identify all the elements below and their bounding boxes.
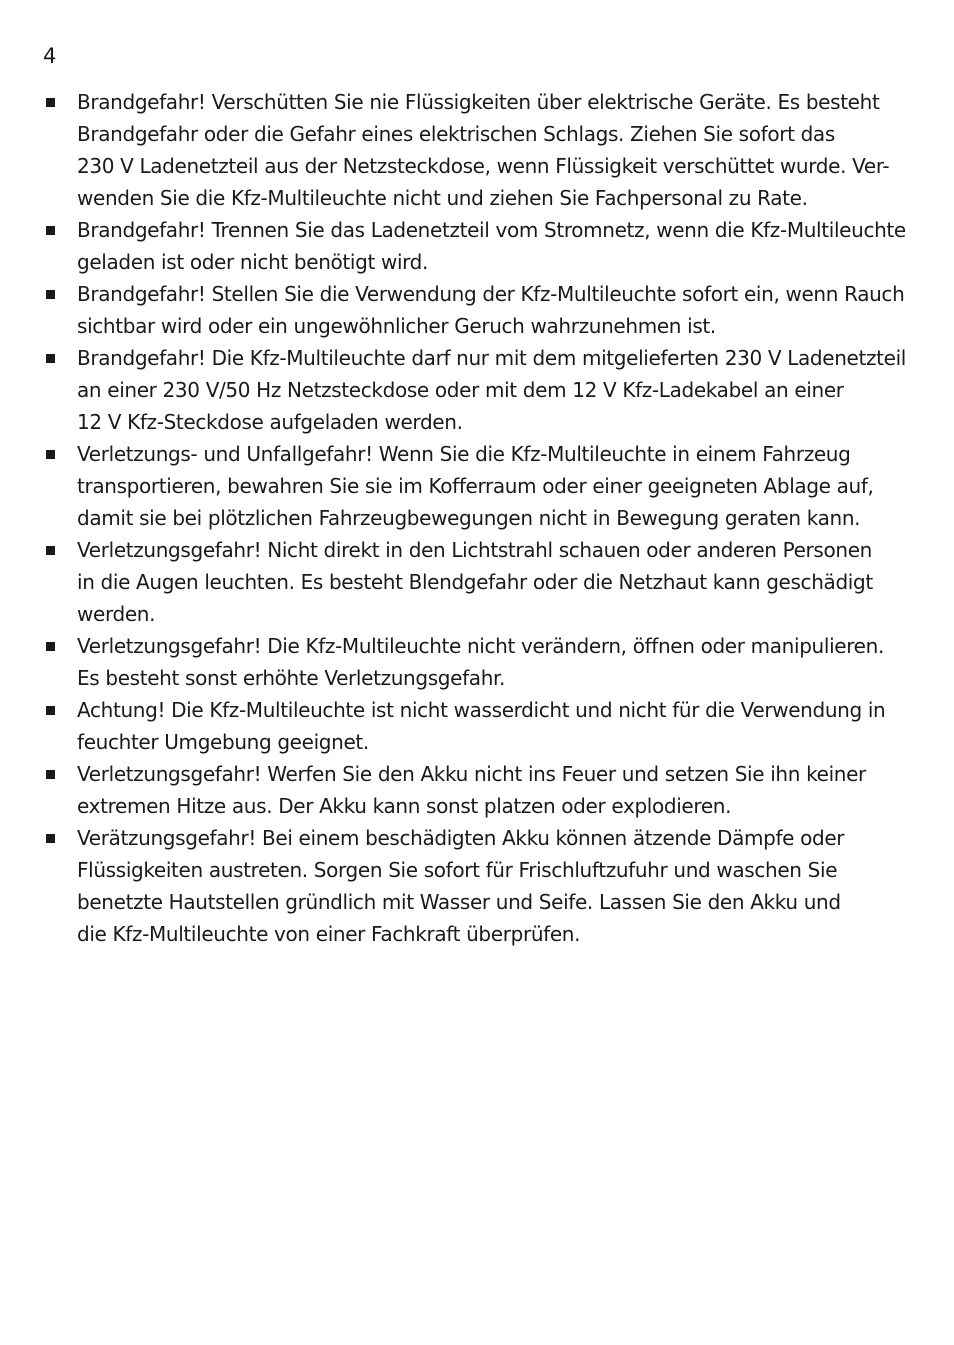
warning-item <box>46 438 916 534</box>
square-bullet-icon <box>46 642 55 651</box>
warning-item <box>46 630 916 694</box>
square-bullet-icon <box>46 546 55 555</box>
warning-text: Brandgefahr! Trennen Sie das Ladenetzteil vom Stromnetz, wenn die Kfz-Multileuchte geladen ist oder nicht benötigt wird. <box>77 218 906 274</box>
warning-item <box>46 86 916 214</box>
square-bullet-icon <box>46 226 55 235</box>
square-bullet-icon <box>46 290 55 299</box>
warning-item <box>46 342 916 438</box>
square-bullet-icon <box>46 98 55 107</box>
page-number: 4 <box>43 44 57 68</box>
square-bullet-icon <box>46 354 55 363</box>
warning-item <box>46 214 916 278</box>
warning-text: Verletzungsgefahr! Nicht direkt in den Lichtstrahl schauen oder anderen Personen in die Augen leuchten. Es besteht Blendgefahr oder die Netzhaut kann geschädigt werden. <box>77 538 873 626</box>
warning-text: Achtung! Die Kfz-Multileuchte ist nicht wasserdicht und nicht für die Verwendung in feuchter Umgebung geeignet. <box>77 698 886 754</box>
warning-text: Brandgefahr! Stellen Sie die Verwendung der Kfz-Multileuchte sofort ein, wenn Rauch sichtbar wird oder ein ungewöhnlicher Geruch wahrzunehmen ist. <box>77 282 905 338</box>
warning-text: Verätzungsgefahr! Bei einem beschädigten Akku können ätzende Dämpfe oder Flüssigkeiten austreten. Sorgen Sie sofort für Frischluftzufuhr und waschen Sie benetzte Hautstellen gründlich mit Wasser und Seife. Lassen Sie den Akku und die Kfz-Multileuchte von einer Fachkraft überprüfen. <box>77 826 845 946</box>
warning-text: Brandgefahr! Die Kfz-Multileuchte darf nur mit dem mitgelieferten 230 V Ladenetzteil an einer 230 V/50 Hz Netzsteckdose oder mit dem 12 V Kfz-Ladekabel an einer 12 V Kfz-Steckdose aufgeladen werden. <box>77 346 907 434</box>
warning-item <box>46 278 916 342</box>
square-bullet-icon <box>46 834 55 843</box>
warning-item <box>46 822 916 950</box>
square-bullet-icon <box>46 706 55 715</box>
warning-text: Brandgefahr! Verschütten Sie nie Flüssigkeiten über elektrische Geräte. Es besteht Brandgefahr oder die Gefahr eines elektrischen Schlags. Ziehen Sie sofort das 230 V Ladenetzteil aus der Netzsteckdose, wenn Flüssigkeit verschüttet wurde. Ver- wenden Sie die Kfz-Multileuchte nicht und ziehen Sie Fachpersonal zu Rate. <box>77 90 890 210</box>
square-bullet-icon <box>46 450 55 459</box>
warning-item <box>46 758 916 822</box>
square-bullet-icon <box>46 770 55 779</box>
warning-item <box>46 534 916 630</box>
safety-warning-list <box>46 86 916 950</box>
warning-item <box>46 694 916 758</box>
warning-text: Verletzungs- und Unfallgefahr! Wenn Sie die Kfz-Multileuchte in einem Fahrzeug transportieren, bewahren Sie sie im Kofferraum oder einer geeigneten Ablage auf, damit sie bei plötzlichen Fahrzeugbewegungen nicht in Bewegung geraten kann. <box>77 442 874 530</box>
warning-text: Verletzungsgefahr! Werfen Sie den Akku nicht ins Feuer und setzen Sie ihn keiner extremen Hitze aus. Der Akku kann sonst platzen oder explodieren. <box>77 762 866 818</box>
warning-text: Verletzungsgefahr! Die Kfz-Multileuchte nicht verändern, öffnen oder manipulieren. Es besteht sonst erhöhte Verletzungsgefahr. <box>77 634 884 690</box>
